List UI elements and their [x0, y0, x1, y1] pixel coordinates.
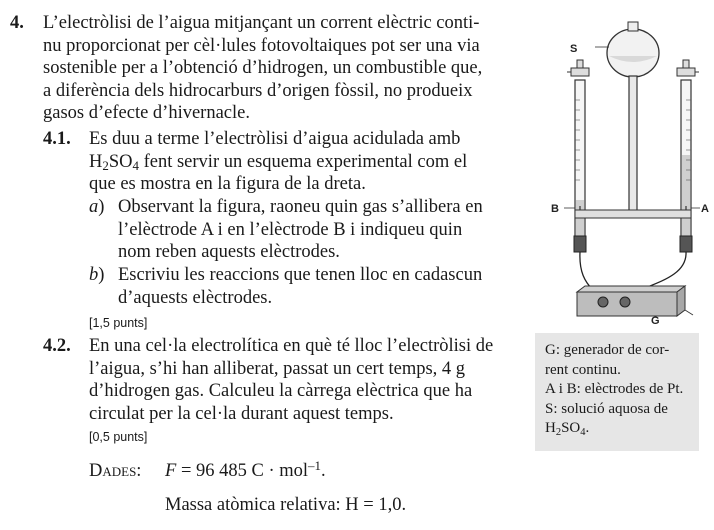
terminal-right: [620, 297, 630, 307]
intro-line: nu proporcionat per cèl·lules fotovoltaiques pot ser una via: [43, 35, 480, 56]
formula-so: SO: [108, 151, 133, 172]
label-g: G: [651, 315, 660, 327]
question-number: 4.: [10, 13, 24, 33]
part2-line: l’aigua, s’hi han alliberat, passat un cert temps, 4 g: [89, 358, 466, 379]
item-b-line: d’aquests elèctrodes.: [118, 287, 273, 308]
label-a: A: [701, 203, 709, 215]
part2-line: En una cel·la electrolítica en què té lloc l’electròlisi de: [89, 336, 494, 356]
faraday-exp: –1: [308, 458, 321, 473]
part1-line: que es mostra en la figura de la dreta.: [89, 174, 366, 195]
part1-line: Es duu a terme l’electròlisi d’aigua acidulada amb: [89, 129, 461, 149]
part1-number: 4.1.: [43, 129, 71, 149]
hofmann-apparatus-figure: [545, 10, 710, 328]
atomic-mass: Massa atòmica relativa: H = 1,0.: [165, 495, 407, 515]
figure-caption: [535, 333, 699, 451]
faraday-value: = 96 485 C · mol: [176, 461, 309, 481]
intro-line: sostenible per a l’obtenció d’hidrogen, un combustible que,: [43, 58, 483, 79]
part2-points: [0,5 punts]: [89, 430, 148, 444]
item-a-line: Observant la figura, raoneu quin gas s’allibera en: [118, 197, 483, 217]
caption-ab-line: A i B: elèctrodes de Pt.: [545, 381, 684, 398]
caption-s-line: S: solució aquosa de: [545, 400, 668, 417]
label-s: S: [570, 43, 578, 55]
left-stopcock: [571, 68, 589, 76]
central-tube: [629, 76, 637, 216]
part1-line-rest: fent servir un esquema experimental com el: [138, 151, 468, 172]
item-b-line: Escriviu les reaccions que tenen lloc en cadascun: [118, 265, 483, 285]
part1-formula-line: [89, 151, 467, 174]
caption-g-line: G: generador de cor-: [545, 342, 670, 358]
intro-line: L’electròlisi de l’aigua mitjançant un corrent elèctric conti-: [43, 13, 480, 33]
part2-line: d’hidrogen gas. Calculeu la càrrega elèctrica que ha: [89, 381, 473, 402]
formula-sub: 4: [132, 157, 139, 173]
electrode-b-holder: [574, 236, 586, 252]
terminal-left: [598, 297, 608, 307]
caption-g-line: rent continu.: [545, 361, 621, 378]
formula-sub: 2: [102, 157, 109, 173]
item-a-line: l’elèctrode A i en l’elèctrode B i indiqueu quin: [118, 219, 463, 240]
item-b-label: b): [89, 265, 105, 285]
faraday-constant: [165, 460, 326, 483]
intro-line: a diferència dels hidrocarburs d’origen fòssil, no produeix: [43, 80, 473, 101]
item-a-line: nom reben aquests elèctrodes.: [118, 242, 340, 263]
intro-line: gasos d’efecte d’hivernacle.: [43, 103, 250, 124]
faraday-symbol: F: [165, 461, 177, 481]
reservoir-bulb: [607, 29, 659, 77]
formula-h: H: [89, 151, 103, 172]
connecting-tube: [575, 210, 691, 218]
label-b: B: [551, 203, 559, 215]
faraday-end: .: [320, 461, 326, 481]
right-stopcock: [677, 68, 695, 76]
electrode-a-holder: [680, 236, 692, 252]
part1-points: [1,5 punts]: [89, 316, 148, 330]
data-label: Dades:: [89, 461, 142, 481]
caption-formula: $H_2SO_4$.: [545, 420, 590, 439]
item-a-label: a): [89, 197, 105, 217]
part2-number: 4.2.: [43, 336, 71, 356]
part2-line: circulat per la cel·la durant aquest temps.: [89, 403, 394, 424]
